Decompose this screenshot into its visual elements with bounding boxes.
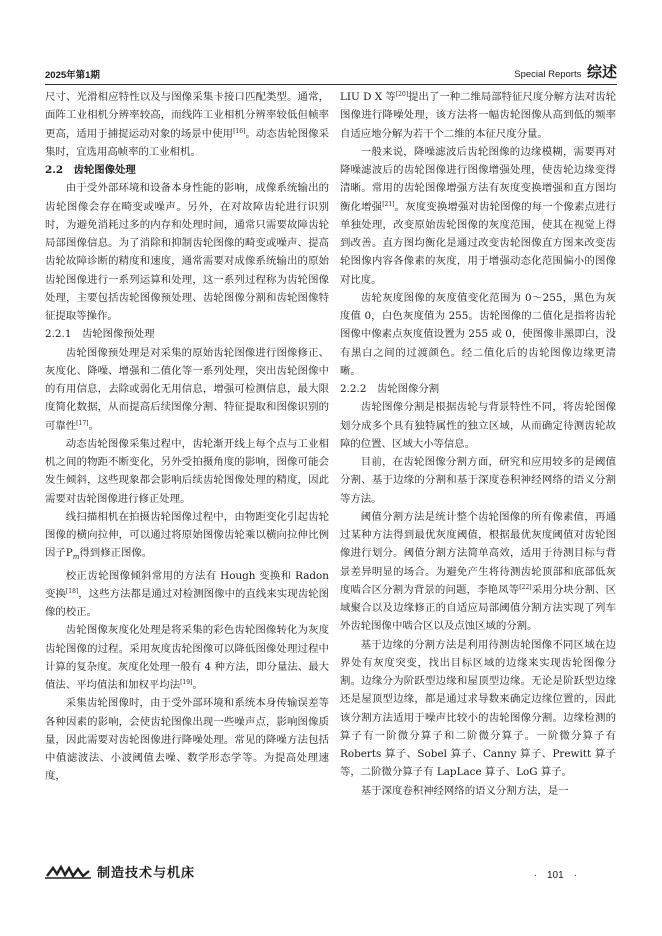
paragraph-text: 线扫描相机在拍摄齿轮图像过程中，由物距变化引起齿轮图像的横向拉伸，可以通过将原始图像齿轮乘以横向拉伸比例因子P <box>45 510 329 560</box>
paragraph <box>45 621 329 694</box>
citation-ref[interactable]: [18] <box>65 587 79 595</box>
paragraph <box>340 508 616 636</box>
paragraph <box>45 88 329 161</box>
paragraph-text: 阈值分割方法是统计整个齿轮图像的所有像素值，再通过某种方法得到最优灰度阈值，根据最优灰度阈值对齿轮图像进行划分。阈值分割方法简单高效，适用于待测目标与背景差异明显的场合。为避免产生将待测齿轮顶部和底部低灰度啮合区分割为背景的问题，李艳凤等 <box>340 510 616 596</box>
paragraph <box>340 782 616 800</box>
paragraph <box>45 567 329 622</box>
issue-label: 2025年第1期 <box>45 70 100 81</box>
subscript: m <box>72 553 80 562</box>
paragraph-text: 提出了一种二维局部特征尺度分解方法对齿轮图像进行降噪处理，该方法将一幅齿轮图像从高到低的频率自适应地分解为若干个二维的本征尺度分量。 <box>340 91 617 140</box>
paragraph-text: 尺寸、光滑相应特性以及与图像采集卡接口匹配类型。通常，面阵工业相机分辨率较高，而线阵工业相机分辨率较低但帧率更高，适用于捕捉运动对象的场景中使用 <box>45 91 329 140</box>
paragraph-text: LIU D X 等 <box>340 91 396 103</box>
paragraph-text: 齿轮图像预处理是对采集的原始齿轮图像进行图像修正、灰度化、降噪、增强和二值化等一系列处理，突出齿轮图像中的有用信息，去除或弱化无用信息，增强可检测信息，最大限度简化数据，从而提高后续图像分割、特征提取和图像识别的可靠性 <box>45 346 329 432</box>
paragraph-text: 由于受外部环境和设备本身性能的影响，成像系统输出的齿轮图像会存在畸变或噪声。另外，在对故障齿轮进行识别时，为避免消耗过多的内存和处理时间，通常只需要故障齿轮局部图像信息。为了消除和抑制齿轮图像的畸变或噪声、提高齿轮故障诊断的精度和速度，通常需要对成像系统输出的原始齿轮图像进行一系列运算和处理，这一系列过程称为齿轮图像处理，主要包括齿轮图像预处理、齿轮图像分割和齿轮图像特征提取等操作。 <box>45 182 329 322</box>
left-column <box>45 88 329 786</box>
paragraph <box>45 179 329 325</box>
page-header <box>45 62 617 85</box>
paragraph-text: 基于边缘的分割方法是利用待测齿轮图像不同区域在边界处有灰度突变，找出目标区域的边缘来实现齿轮图像分割。边缘分为阶跃型边缘和屋顶型边缘。无论是阶跃型边缘还是屋顶型边缘，都是通过求导数来确定边缘位置的，因此该分割方法适用于噪声比较小的齿轮图像分割。边缘检测的算子有一阶微分算子和二阶微分算子。一阶微分算子有 Roberts 算子、Sobel 算子、Canny 算子、Prewitt 算子等，二阶微分算子有 LapLace 算子、LoG 算子。 <box>340 638 616 779</box>
paragraph <box>45 435 329 508</box>
paragraph-text: ，这些方法都是通过对检测图像中的直线来实现齿轮图像的校正。 <box>45 587 330 619</box>
subsection-heading <box>45 325 329 343</box>
paragraph-text: 。 <box>192 679 203 692</box>
paragraph <box>340 636 616 782</box>
citation-ref[interactable]: [19] <box>180 679 193 687</box>
paragraph-text: 动态齿轮图像采集过程中，齿轮渐开线上每个点与工业相机之间的物距不断变化，另外受拍摄角度的影响，图像可能会发生倾斜，这些现象都会影响后续齿轮图像处理的精度，因此需要对齿轮图像进行修正处理。 <box>45 437 329 505</box>
citation-ref[interactable]: [16] <box>233 127 246 135</box>
paragraph-text: 基于深度卷积神经网络的语义分割方法，是一 <box>360 784 569 797</box>
section-label <box>514 61 617 82</box>
paragraph-text: 一般来说，降噪滤波后齿轮图像的边缘模糊，需要再对降噪滤波后的齿轮图像进行图像增强处理，使齿轮边缘变得清晰。常用的齿轮图像增强方法有灰度变换增强和直方图均衡化增强 <box>340 145 616 213</box>
right-column <box>340 88 616 800</box>
paragraph-text: 采集齿轮图像时，由于受外部环境和系统本身传输误差等各种因素的影响，会使齿轮图像出现一些噪声点，影响图像质量，因此需要对齿轮图像进行降噪处理。常见的降噪方法包括中值滤波法、小波阈值去噪、数学形态学等。为提高处理速度， <box>45 697 329 783</box>
paragraph-text: 校正齿轮图像倾斜常用的方法有 Hough 变换和 Radon 变换 <box>45 569 329 600</box>
page-footer <box>45 860 617 886</box>
paragraph-text: 。 <box>88 419 99 432</box>
paragraph-text: 齿轮灰度图像的灰度值变化范围为 0～255，黑色为灰度值 0，白色灰度值为 255。齿轮图像的二值化是指将齿轮图像中像素点灰度值设置为 255 或 0，使图像非黑即白，没有黑白之间的过渡颜色。经二值化后的齿轮图像边缘更清晰。 <box>340 291 616 377</box>
paragraph-text: 2.2.1 齿轮图像预处理 <box>45 328 155 341</box>
section-cn: 综述 <box>586 64 617 81</box>
paragraph <box>340 88 616 143</box>
paragraph <box>45 344 329 435</box>
paragraph-text: 2.2.2 齿轮图像分割 <box>340 383 440 395</box>
paragraph <box>340 143 616 289</box>
citation-ref[interactable]: [17] <box>76 419 89 427</box>
paragraph-text: 齿轮图像灰度化处理是将采集的彩色齿轮图像转化为灰度齿轮图像的过程。采用灰度齿轮图像可以降低图像处理过程中计算的复杂度。灰度化处理一般有 4 种方法，即分量法、最大值法、平均值法和加权平均法 <box>45 624 329 692</box>
paragraph-text: 得到修正图像。 <box>79 547 153 560</box>
paragraph <box>340 453 616 508</box>
citation-ref[interactable]: [21] <box>382 200 395 208</box>
paragraph-text: 。灰度变换增强对齿轮图像的每一个像素点进行单独处理，改变原始齿轮图像的灰度范围，使其在视觉上得到改善。直方图均衡化是通过改变齿轮图像直方图来改变齿轮图像内容各像素的灰度，用于增强动态化范围偏小的图像对比度。 <box>340 200 616 286</box>
page-number: · 101 · <box>533 870 577 881</box>
paragraph-text: 采用分块分割、区域聚合以及边缘修正的自适应局部阈值分割方法实现了列车外齿轮图像中啮合区以及点蚀区域的分割。 <box>340 583 616 633</box>
citation-ref[interactable]: [20] <box>395 91 409 98</box>
paragraph-text: 。动态齿轮图像采集时，宜选用高帧率的工业相机。 <box>45 127 330 158</box>
paragraph-text: 目前，在齿轮图像分割方面，研究和应用较多的是阈值分割、基于边缘的分割和基于深度卷积神经网络的语义分割等方法。 <box>340 456 616 505</box>
paragraph-text: 齿轮图像分割是根据齿轮与背景特性不同，将齿轮图像划分成多个具有独特属性的独立区域，从而确定待测齿轮故障的位置、区域大小等信息。 <box>340 401 616 450</box>
paragraph <box>45 694 329 785</box>
paragraph-text: 2.2 齿轮图像处理 <box>45 164 136 176</box>
journal-logo-icon <box>45 864 91 880</box>
paragraph <box>340 289 616 380</box>
journal-name: 制造技术与机床 <box>97 866 196 881</box>
citation-ref[interactable]: [22] <box>519 583 532 591</box>
paragraph <box>340 398 616 453</box>
section-heading <box>45 161 329 179</box>
section-en: Special Reports <box>514 69 582 80</box>
subsection-heading <box>340 380 616 398</box>
paragraph <box>45 508 329 567</box>
